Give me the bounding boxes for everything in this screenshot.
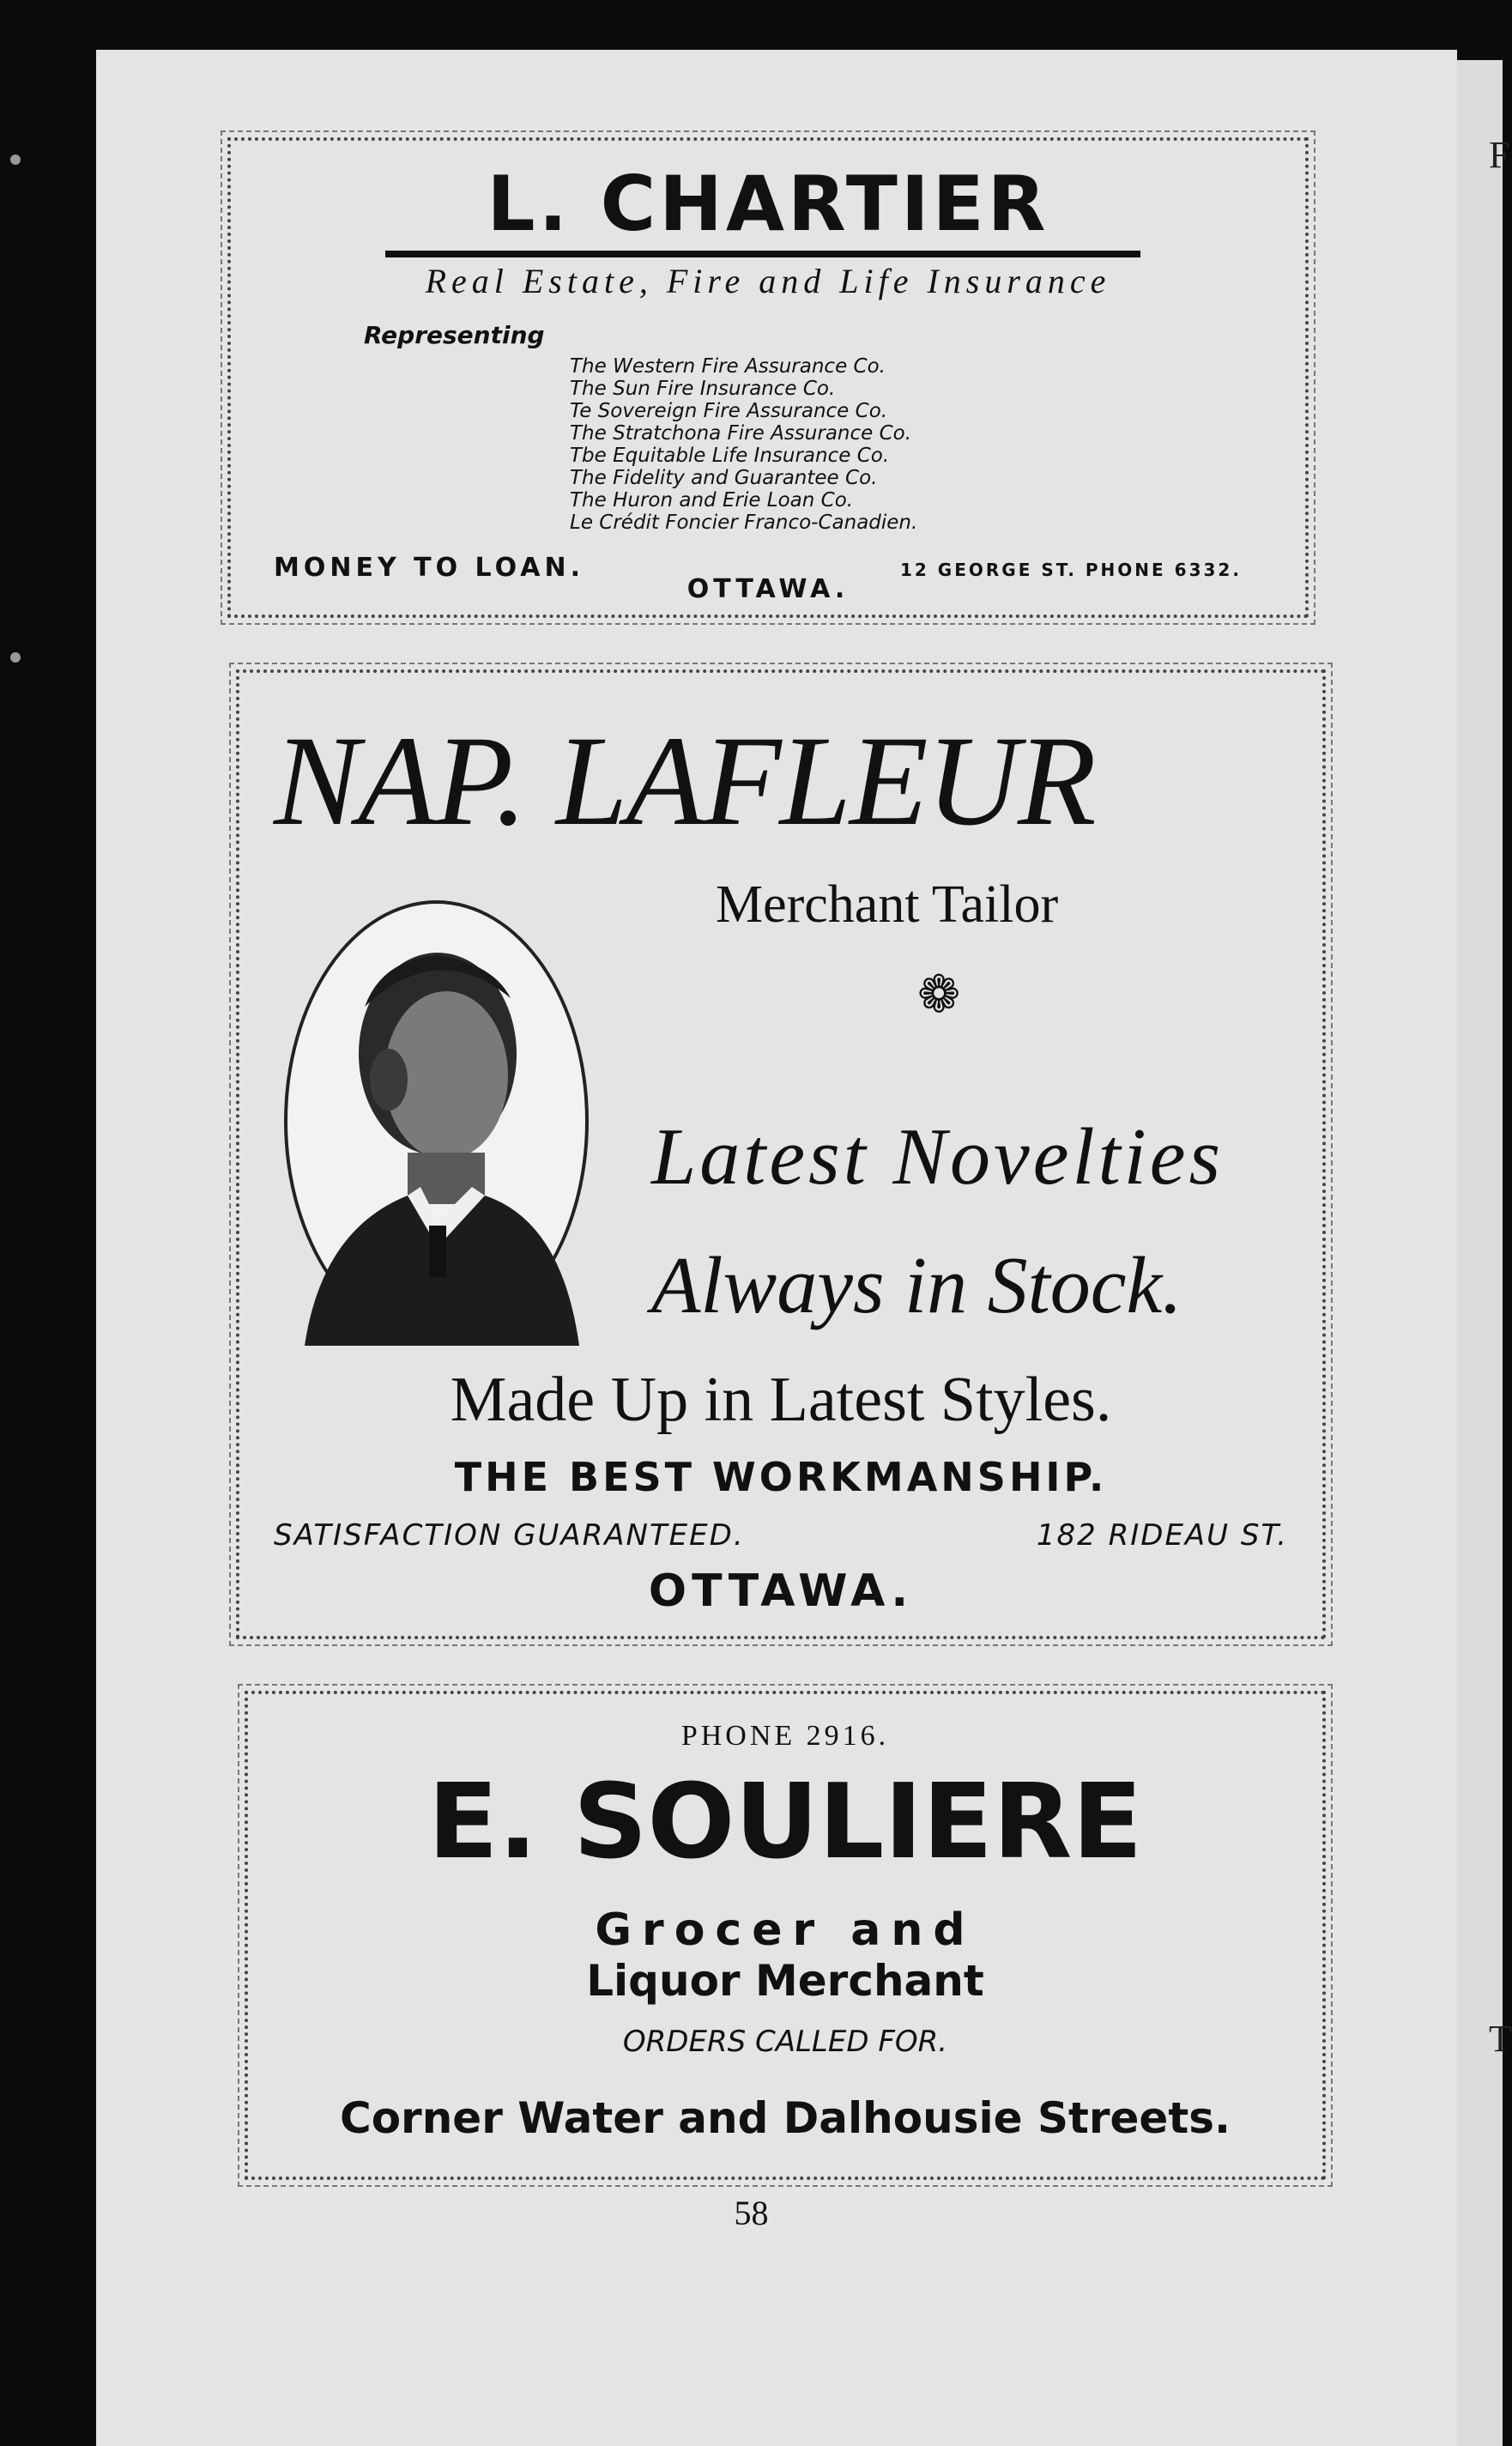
tagline: Made Up in Latest Styles. xyxy=(450,1365,1112,1435)
list-item: Tbe Equitable Life Insurance Co. xyxy=(570,445,890,467)
lafleur-advertisement xyxy=(236,669,1326,1639)
guarantee: SATISFACTION GUARANTEED. xyxy=(274,1518,745,1553)
representing-label: Representing xyxy=(364,321,545,349)
trade: Merchant Tailor xyxy=(716,875,1059,934)
portrait-image xyxy=(284,900,589,1342)
trade: Grocer and xyxy=(595,1904,976,1956)
portrait-icon xyxy=(287,904,592,1346)
address: Corner Water and Dalhousie Streets. xyxy=(340,2093,1231,2143)
city: OTTAWA. xyxy=(648,1565,914,1617)
facing-page-letter: F xyxy=(1489,134,1510,176)
money-to-loan: MONEY TO LOAN. xyxy=(274,553,585,583)
list-item: The Western Fire Assurance Co. xyxy=(570,355,886,378)
phone: PHONE 2916. xyxy=(680,1720,890,1752)
tagline: THE BEST WORKMANSHIP. xyxy=(454,1454,1108,1500)
city: OTTAWA. xyxy=(686,574,850,604)
facing-page-edge xyxy=(1457,60,1503,2446)
address: 182 RIDEAU ST. xyxy=(1036,1518,1288,1553)
company-list xyxy=(570,355,917,534)
list-item: The Fidelity and Guarantee Co. xyxy=(570,467,878,489)
flower-icon: ❁ xyxy=(917,966,961,1023)
list-item: Le Crédit Foncier Franco-Canadien. xyxy=(570,512,918,534)
address: 12 GEORGE ST. PHONE 6332. xyxy=(900,560,1242,580)
list-item: The Huron and Erie Loan Co. xyxy=(570,489,854,512)
list-item: The Sun Fire Insurance Co. xyxy=(570,378,836,400)
speck xyxy=(10,154,21,165)
souliere-advertisement xyxy=(245,1691,1326,2180)
advertiser-name: L. CHARTIER xyxy=(487,160,1049,248)
headline: Always in Stock. xyxy=(651,1241,1182,1330)
trade: Liquor Merchant xyxy=(586,1956,984,2006)
speck xyxy=(10,652,21,663)
facing-page-letter: T xyxy=(1489,2018,1512,2060)
advertiser-name: NAP. LAFLEUR xyxy=(274,710,1095,852)
page-number: 58 xyxy=(734,2194,769,2232)
business-description: Real Estate, Fire and Life Insurance xyxy=(425,262,1111,300)
headline: Latest Novelties xyxy=(651,1112,1225,1202)
list-item: Te Sovereign Fire Assurance Co. xyxy=(570,400,888,422)
chartier-advertisement xyxy=(227,137,1309,618)
divider xyxy=(385,251,1140,257)
list-item: The Stratchona Fire Assurance Co. xyxy=(570,422,912,445)
service-note: ORDERS CALLED FOR. xyxy=(622,2025,948,2059)
advertiser-name: E. SOULIERE xyxy=(427,1763,1143,1882)
